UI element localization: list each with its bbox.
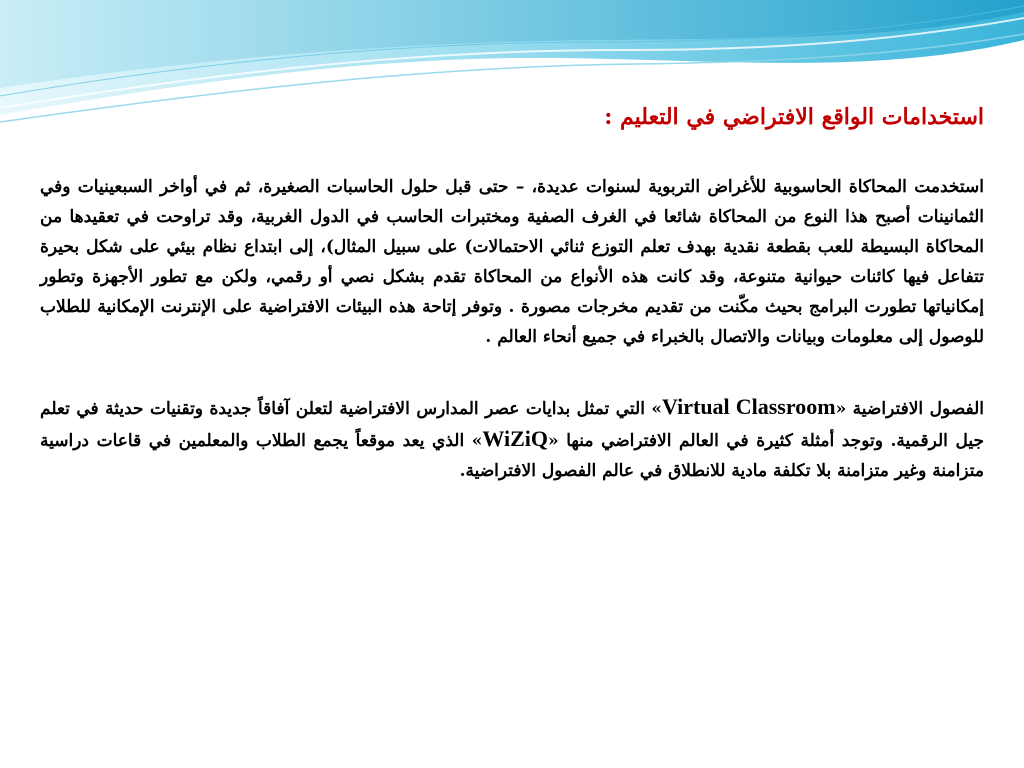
paragraph2-text-part2: » التي تمثل بدايات عصر المدارس الافتراضية لتعلن آفاقاً جديدة وتقنيات حديثة في تعلم جيل الرقمية. وتوجد أمثلة كثيرة في العالم الافتراضي منها « <box>40 399 984 451</box>
body-paragraph-simulation: استخدمت المحاكاة الحاسوبية للأغراض التربوية لسنوات عديدة، – حتى قبل حلول الحاسبات الصغيرة، ثم في أواخر السبعينيات وفي الثمانينات أصبح هذا النوع من المحاكاة شائعا في الغرف الصفية ومختبرات الحاسب في الدول الغربية، وقد تراوحت في تعقيدها من المحاكاة البسيطة للعب بقطعة نقدية بهدف تعلم التوزع ثنائي الاحتمالات) على سبيل المثال)، إلى ابتداع نظام بيئي على شكل بحيرة تتفاعل فيها كائنات حيوانية متنوعة، وقد كانت هذه الأنواع من المحاكاة تقدم بشكل نصي أو رقمي، ولكن مع تطور الأجهزة وتطور إمكانياتها تطورت البرامج بحيث مكّنت من تقديم مخرجات مصورة . وتوفر إتاحة هذه البيئات الافتراضية على الإنترنت الإمكانية للطلاب للوصول إلى معلومات وبيانات والاتصال بالخبراء في جميع أنحاء العالم . <box>40 177 984 347</box>
body-paragraph-virtual-classroom <box>40 392 984 486</box>
slide-body <box>40 172 984 486</box>
slide-title: استخدامات الواقع الافتراضي في التعليم : <box>604 104 984 130</box>
term-virtual-classroom: Virtual Classroom <box>662 394 836 419</box>
paragraph2-text-part3: » الذي يعد موقعاً يجمع الطلاب والمعلمين في قاعات دراسية متزامنة وغير متزامنة بلا تكلفة مادية للانطلاق في عالم الفصول الافتراضية. <box>40 431 984 481</box>
paragraph-spacer <box>40 352 984 392</box>
paragraph2-text-part1: الفصول الافتراضية « <box>835 399 984 419</box>
term-wiziq: WiZiQ <box>482 426 549 451</box>
